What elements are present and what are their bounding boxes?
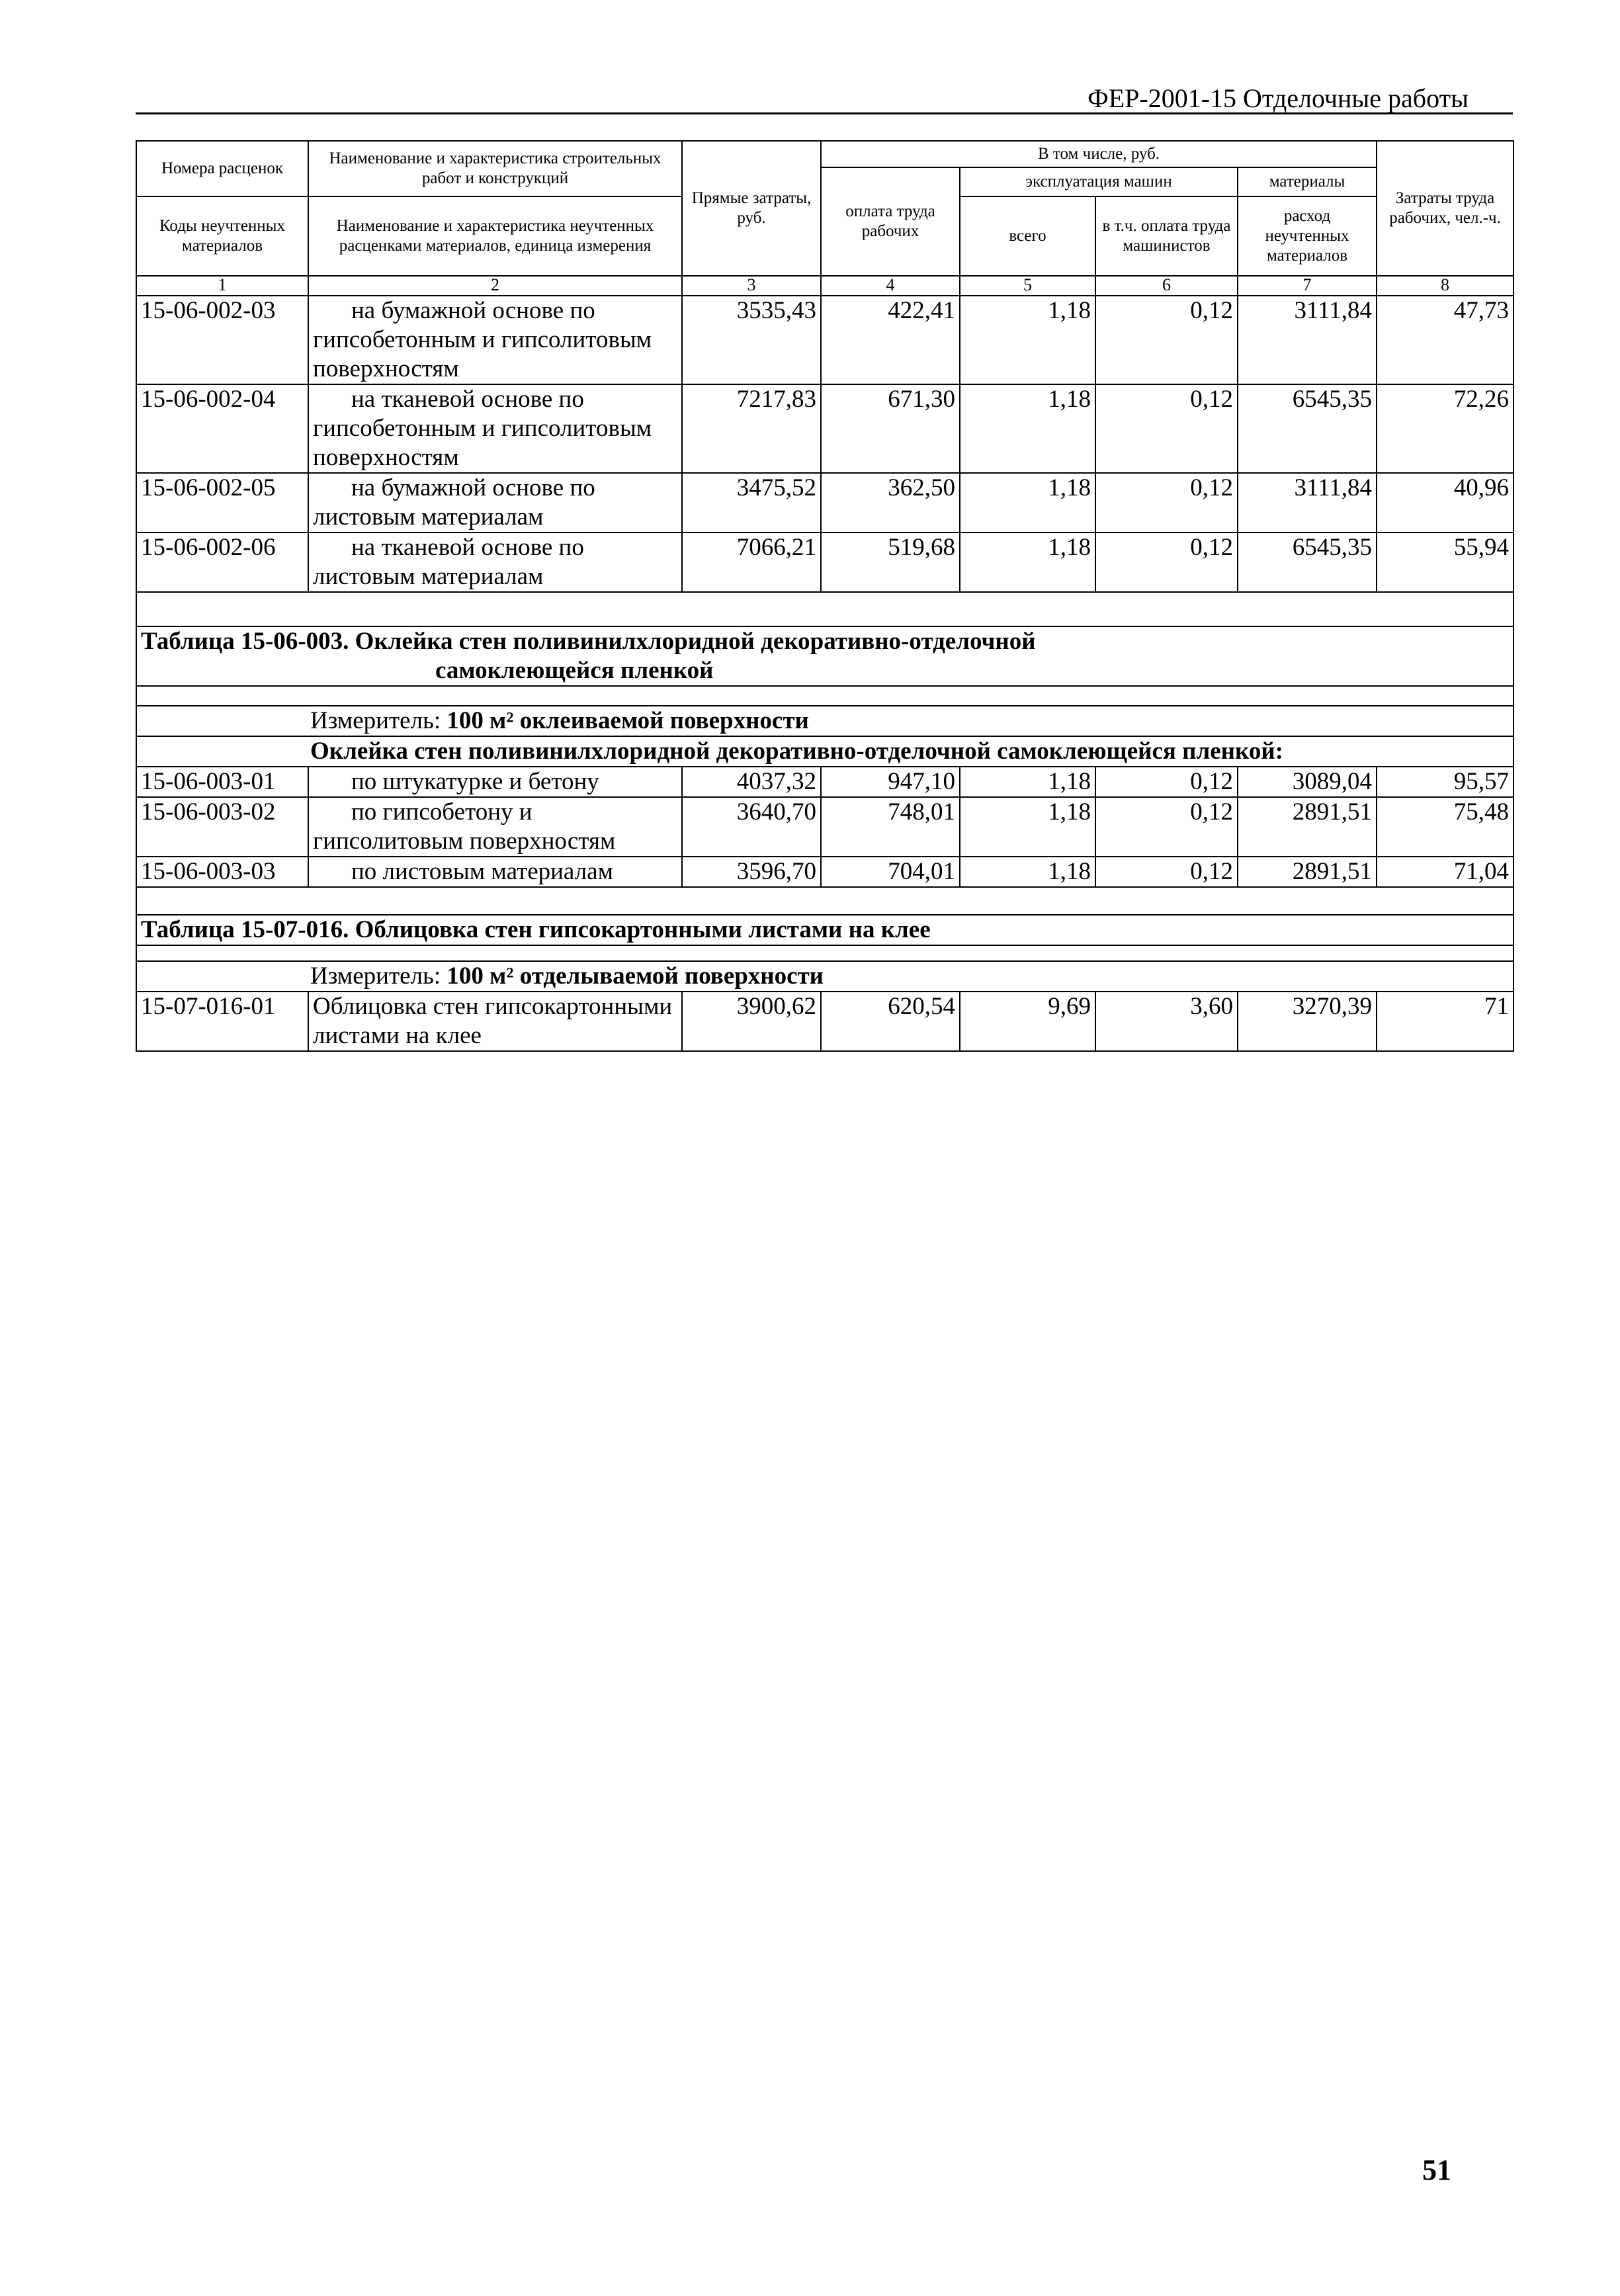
work-name: на бумажной основе по гипсобетонным и гипсолитовым поверхностям	[308, 296, 682, 384]
wages: 620,54	[821, 992, 960, 1051]
wages: 748,01	[821, 797, 960, 857]
wages: 947,10	[821, 767, 960, 797]
wages: 422,41	[821, 296, 960, 384]
rate-code: 15-06-002-03	[136, 296, 308, 384]
header-materials: материалы	[1238, 167, 1377, 196]
machines-total: 1,18	[960, 473, 1095, 532]
work-name: по листовым материалам	[308, 857, 682, 887]
page-number: 51	[1422, 2154, 1451, 2186]
header-labor-costs: Затраты труда рабочих, чел.-ч.	[1377, 141, 1513, 276]
table-row	[136, 384, 1513, 473]
materials: 3089,04	[1238, 767, 1377, 797]
labor: 40,96	[1377, 473, 1513, 532]
table-title-line1: Таблица 15-06-003. Оклейка стен поливинилхлоридной декоративно-отделочной	[141, 628, 1036, 655]
rate-code: 15-06-003-02	[136, 797, 308, 857]
work-name: по штукатурке и бетону	[308, 767, 682, 797]
machines-total: 1,18	[960, 767, 1095, 797]
machines-total: 1,18	[960, 384, 1095, 473]
direct-costs: 3900,62	[682, 992, 821, 1051]
header-rate-numbers: Номера расценок	[136, 141, 308, 196]
wages: 519,68	[821, 532, 960, 592]
direct-costs: 4037,32	[682, 767, 821, 797]
labor: 72,26	[1377, 384, 1513, 473]
labor: 95,57	[1377, 767, 1513, 797]
wages: 671,30	[821, 384, 960, 473]
header-direct-costs: Прямые затраты, руб.	[682, 141, 821, 276]
table-row	[136, 296, 1513, 384]
table-title-line1: Таблица 15-07-016. Облицовка стен гипсокартонными листами на клее	[141, 916, 931, 943]
wages: 362,50	[821, 473, 960, 532]
machinists-wages: 0,12	[1095, 473, 1238, 532]
labor: 71,04	[1377, 857, 1513, 887]
column-number-row: 1 2 3 4 5 6 7 8	[136, 276, 1513, 296]
machinists-wages: 3,60	[1095, 992, 1238, 1051]
labor: 55,94	[1377, 532, 1513, 592]
measure-value: 100 м² отделываемой поверхности	[447, 962, 824, 990]
rate-code: 15-07-016-01	[136, 992, 308, 1051]
header-wages: оплата труда рабочих	[821, 167, 960, 276]
machines-total: 1,18	[960, 532, 1095, 592]
machinists-wages: 0,12	[1095, 532, 1238, 592]
subheading-003: Оклейка стен поливинилхлоридной декоративно-отделочной самоклеющейся пленкой:	[136, 736, 1513, 767]
rate-code: 15-06-002-06	[136, 532, 308, 592]
materials: 6545,35	[1238, 384, 1377, 473]
materials: 2891,51	[1238, 797, 1377, 857]
materials: 3270,39	[1238, 992, 1377, 1051]
direct-costs: 3475,52	[682, 473, 821, 532]
table-row	[136, 767, 1513, 797]
measure-row-016	[136, 961, 1513, 992]
direct-costs: 3535,43	[682, 296, 821, 384]
document-header-title: ФЕР-2001-15 Отделочные работы	[1087, 83, 1469, 113]
table-row	[136, 992, 1513, 1051]
table-row	[136, 857, 1513, 887]
measure-label: Измеритель:	[310, 707, 441, 734]
work-name: на тканевой основе по гипсобетонным и гипсолитовым поверхностям	[308, 384, 682, 473]
materials: 3111,84	[1238, 296, 1377, 384]
rate-code: 15-06-003-01	[136, 767, 308, 797]
header-machinists-wages: в т.ч. оплата труда машинистов	[1095, 196, 1238, 276]
labor: 75,48	[1377, 797, 1513, 857]
header-work-name: Наименование и характеристика строительных работ и конструкций	[308, 141, 682, 196]
machines-total: 1,18	[960, 857, 1095, 887]
header-material-name: Наименование и характеристика неучтенных расценками материалов, единица измерения	[308, 196, 682, 276]
table-row	[136, 797, 1513, 857]
header-including: В том числе, руб.	[821, 141, 1377, 167]
work-name: на тканевой основе по листовым материалам	[308, 532, 682, 592]
direct-costs: 3596,70	[682, 857, 821, 887]
direct-costs: 7217,83	[682, 384, 821, 473]
rates-table	[136, 140, 1514, 1052]
measure-label: Измеритель:	[310, 962, 441, 990]
table-row	[136, 473, 1513, 532]
materials: 6545,35	[1238, 532, 1377, 592]
header-rule	[136, 112, 1513, 114]
header-material-codes: Коды неучтенных материалов	[136, 196, 308, 276]
machinists-wages: 0,12	[1095, 797, 1238, 857]
machinists-wages: 0,12	[1095, 857, 1238, 887]
table-title-15-06-003	[136, 626, 1513, 686]
machinists-wages: 0,12	[1095, 296, 1238, 384]
direct-costs: 3640,70	[682, 797, 821, 857]
machines-total: 1,18	[960, 797, 1095, 857]
header-materials-consumption: расход неучтенных материалов	[1238, 196, 1377, 276]
labor: 47,73	[1377, 296, 1513, 384]
table-title-15-07-016	[136, 915, 1513, 945]
machinists-wages: 0,12	[1095, 384, 1238, 473]
measure-value: 100 м² оклеиваемой поверхности	[447, 707, 809, 734]
measure-row-003	[136, 706, 1513, 736]
work-name: Облицовка стен гипсокартонными листами на клее	[308, 992, 682, 1051]
rate-code: 15-06-002-05	[136, 473, 308, 532]
machines-total: 1,18	[960, 296, 1095, 384]
wages: 704,01	[821, 857, 960, 887]
rate-code: 15-06-003-03	[136, 857, 308, 887]
direct-costs: 7066,21	[682, 532, 821, 592]
materials: 3111,84	[1238, 473, 1377, 532]
header-machines-total: всего	[960, 196, 1095, 276]
work-name: на бумажной основе по листовым материалам	[308, 473, 682, 532]
materials: 2891,51	[1238, 857, 1377, 887]
rate-code: 15-06-002-04	[136, 384, 308, 473]
header-machines: эксплуатация машин	[960, 167, 1238, 196]
labor: 71	[1377, 992, 1513, 1051]
table-title-line2: самоклеющейся пленкой	[435, 657, 714, 684]
machinists-wages: 0,12	[1095, 767, 1238, 797]
table-row	[136, 532, 1513, 592]
work-name: по гипсобетону и гипсолитовым поверхностям	[308, 797, 682, 857]
machines-total: 9,69	[960, 992, 1095, 1051]
